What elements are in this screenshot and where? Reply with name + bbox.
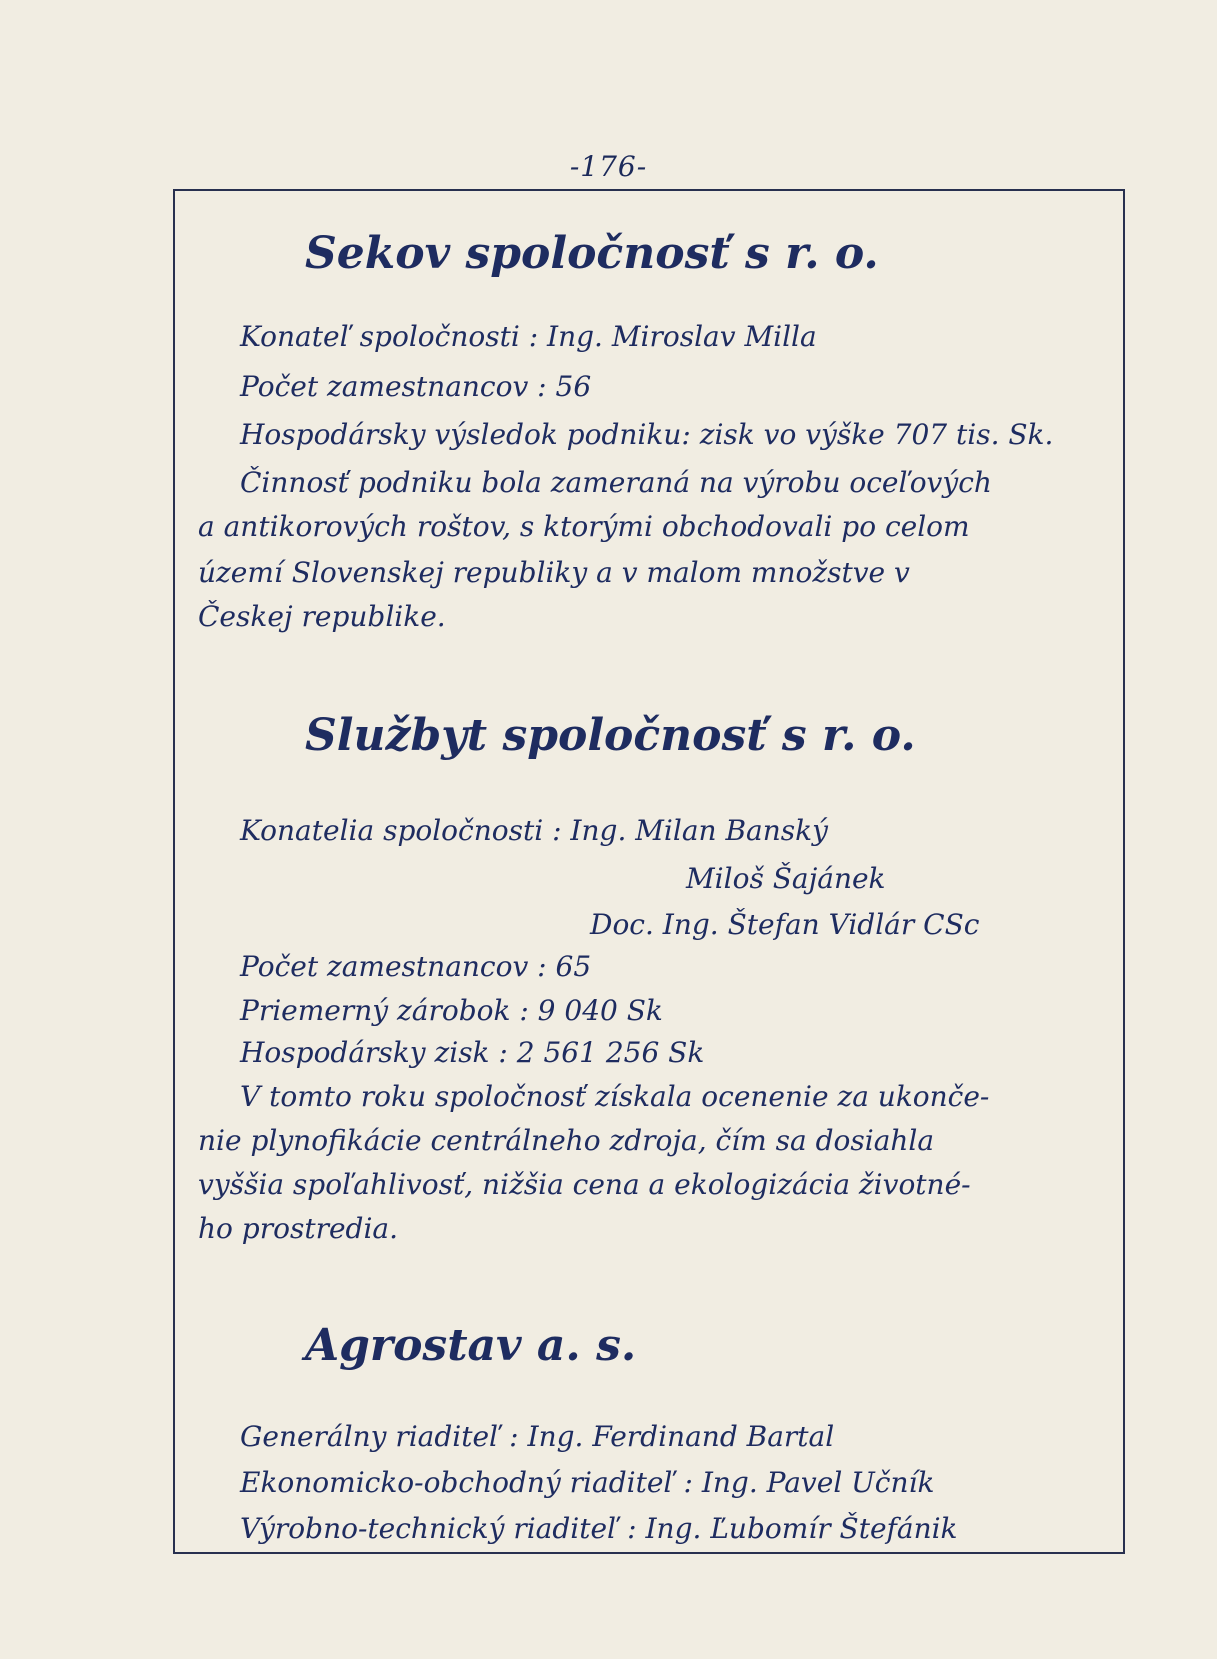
text-line: území Slovenskej republiky a v malom množstve v bbox=[198, 556, 910, 589]
text-line: Generálny riaditeľ : Ing. Ferdinand Bartal bbox=[240, 1420, 835, 1453]
text-line: Priemerný zárobok : 9 040 Sk bbox=[240, 994, 663, 1027]
page-number: -176- bbox=[569, 150, 648, 183]
text-line: V tomto roku spoločnosť získala ocenenie za ukonče- bbox=[240, 1080, 990, 1113]
section-title-sekov: Sekov spoločnosť s r. o. bbox=[305, 228, 879, 279]
text-line: Hospodársky zisk : 2 561 256 Sk bbox=[240, 1036, 705, 1069]
text-line: Výrobno-technický riaditeľ : Ing. Ľubomír Štefánik bbox=[240, 1512, 958, 1545]
text-line: vyššia spoľahlivosť, nižšia cena a ekologizácia životné- bbox=[198, 1168, 971, 1201]
section-title-agrostav: Agrostav a. s. bbox=[305, 1320, 637, 1371]
section-title-sluzbyt: Službyt spoločnosť s r. o. bbox=[305, 710, 916, 761]
text-line: a antikorových roštov, s ktorými obchodovali po celom bbox=[198, 510, 970, 543]
text-line: Doc. Ing. Štefan Vidlár CSc bbox=[590, 908, 980, 941]
text-line: nie plynofikácie centrálneho zdroja, čím sa dosiahla bbox=[198, 1124, 935, 1157]
text-line: ho prostredia. bbox=[198, 1212, 399, 1245]
text-line: Počet zamestnancov : 65 bbox=[240, 950, 592, 983]
text-line: Ekonomicko-obchodný riaditeľ : Ing. Pavel Učník bbox=[240, 1466, 935, 1499]
text-line: Počet zamestnancov : 56 bbox=[240, 370, 592, 403]
frame-bottom-rule bbox=[173, 1552, 1125, 1554]
text-line: Hospodársky výsledok podniku: zisk vo výške 707 tis. Sk. bbox=[240, 418, 1054, 451]
text-line: Činnosť podniku bola zameraná na výrobu oceľových bbox=[240, 466, 992, 499]
text-line: Českej republike. bbox=[198, 600, 446, 633]
text-line: Konateľ spoločnosti : Ing. Miroslav Milla bbox=[240, 320, 817, 353]
text-line: Konatelia spoločnosti : Ing. Milan Banský bbox=[240, 814, 828, 847]
text-line: Miloš Šajánek bbox=[686, 862, 886, 895]
